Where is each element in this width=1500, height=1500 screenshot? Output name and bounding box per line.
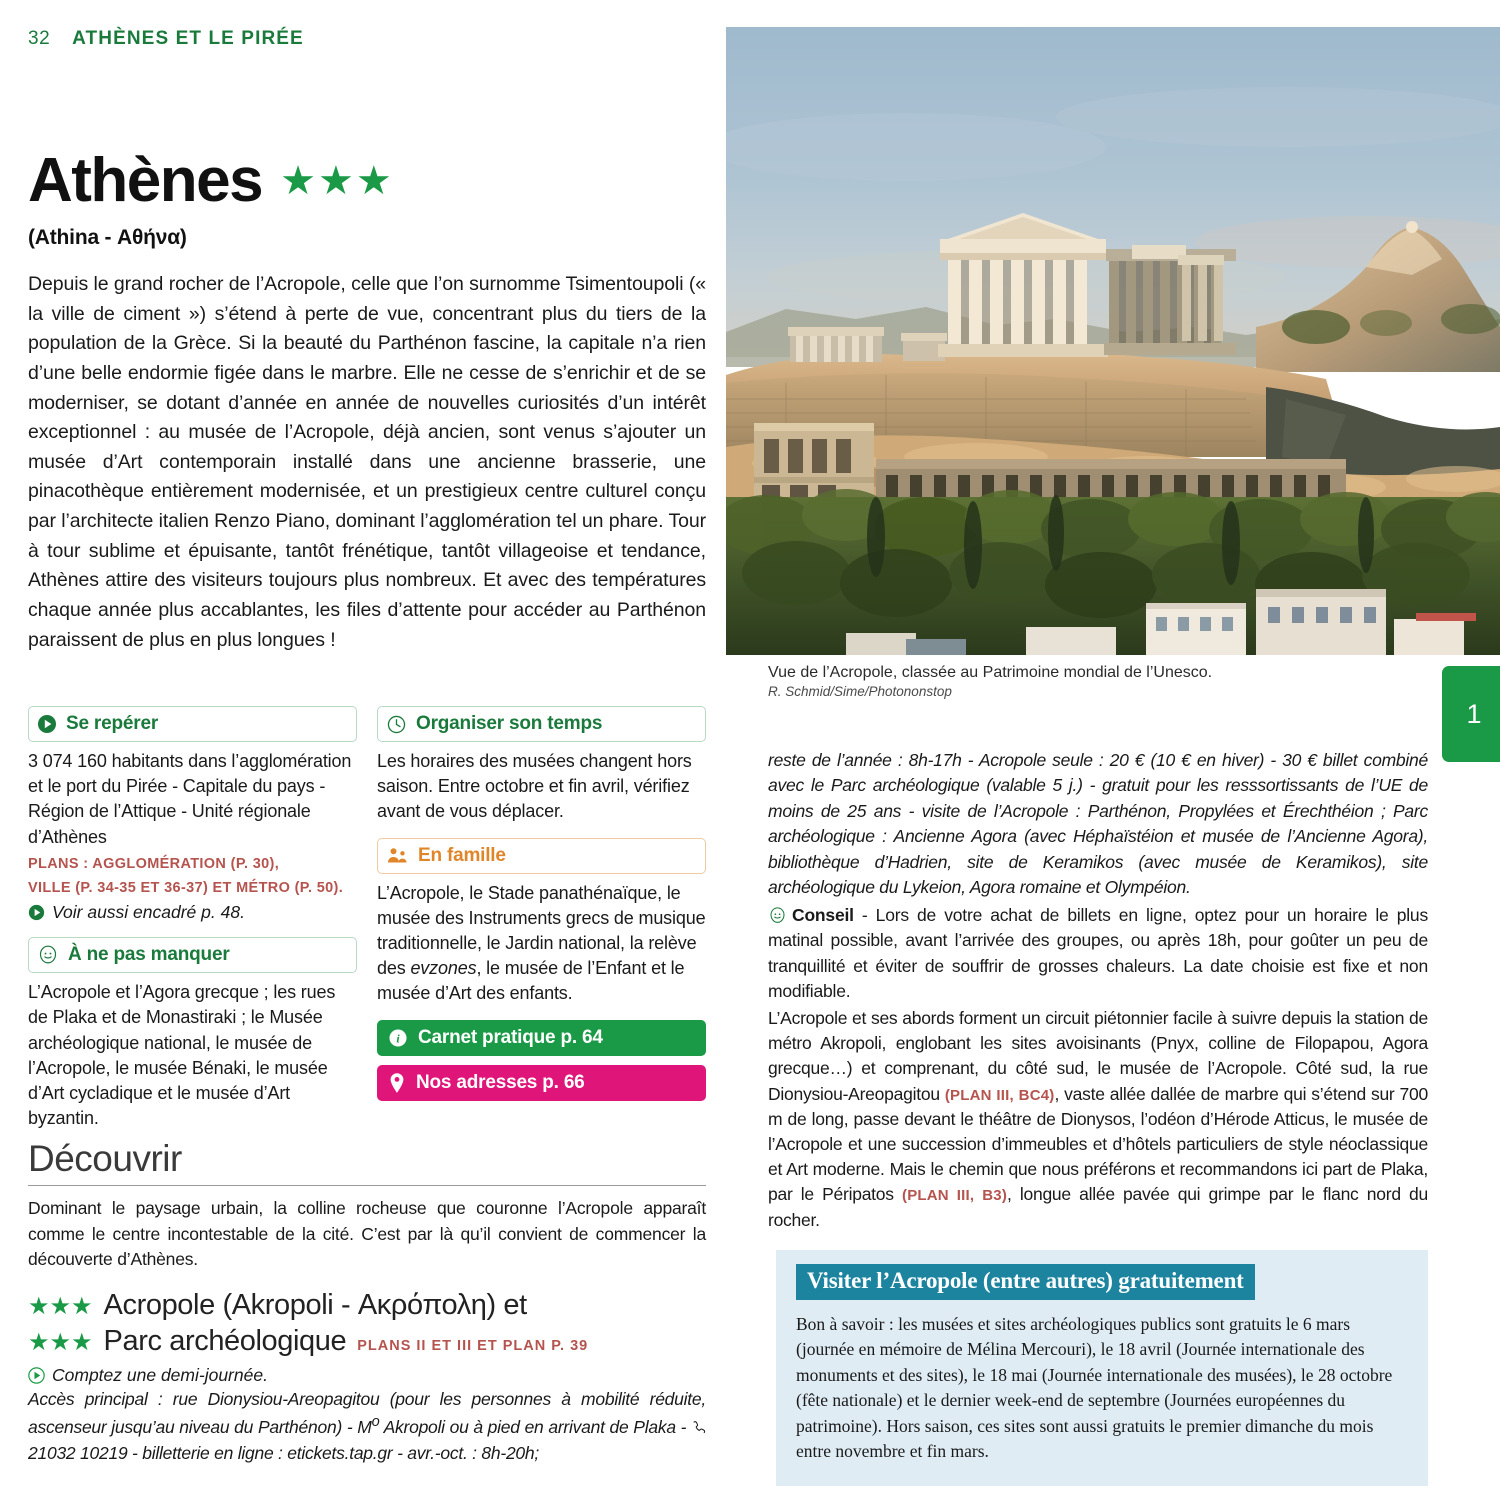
city-title-row	[28, 146, 706, 215]
box-header-en-famille	[377, 838, 706, 874]
encadre-body: Bon à savoir : les musées et sites archéologiques publics sont gratuits le 6 mars (journée en mémoire de Mélina Mercouri), le 18 avril (Journée internationale des monuments et des sites), le 18 mai (Journée internationale des musées), le 28 octobre (fête nationale) et le dernier week-end de septembre (Journées européennes du patrimoine). Hors saison, ces sites sont aussi gratuits le premier dimanche du mois entre novembre et fin mars.	[796, 1314, 1393, 1461]
chapter-tab-number: 1	[1466, 698, 1482, 729]
voir-aussi-text: Voir aussi encadré p. 48.	[52, 902, 245, 923]
timing-line	[28, 1365, 706, 1386]
right-column	[768, 748, 1428, 1233]
encadre-visiter-gratuitement	[776, 1250, 1428, 1486]
tarifs-paragraph: reste de l’année : 8h-17h - Acropole seule : 20 € (10 € en hiver) - 30 € billet combiné avec le Parc archéologique (valable 5 j.) - gratuit pour les resssortissants de l’UE de moins de 25 ans - visite de l’Acropole : Parthénon, Propylées et Érechthéion ; Parc archéologique : Ancienne Agora (avec Héphaïstéion et musée de l’Ancienne Agora), bibliothèque d’Hadrien, site de Keramikos (avec musée de Keramikos), site archéologique du Lykeion, Agora romaine et Olympéion.	[768, 750, 1428, 897]
sight-stars-parc: ★★★	[28, 1329, 93, 1356]
access-paragraph	[28, 1387, 706, 1466]
clock-icon	[386, 714, 407, 735]
decouvrir-section	[28, 1140, 706, 1466]
box-body-organiser-son-temps: Les horaires des musées changent hors saison. Entre octobre et fin avril, vérifiez avant de vous déplacer.	[377, 751, 692, 822]
conseil-text: - Lors de votre achat de billets en ligne, optez pour un horaire le plus matinal possible, avant l’arrivée des groupes, ou après 18h, pour goûter un peu de tranquillité et éviter de souffrir de grosses chaleurs. La date choisie est fixe et non modifiable.	[768, 905, 1428, 1001]
sight-name-parc: Parc archéologique	[103, 1325, 347, 1357]
carnet-pratique-label: Carnet pratique p. 64	[418, 1026, 603, 1048]
box-header-organiser-son-temps	[377, 706, 706, 742]
encadre-title: Visiter l’Acropole (entre autres) gratuitement	[796, 1264, 1255, 1300]
left-column	[28, 146, 706, 655]
decouvrir-intro-paragraph: Dominant le paysage urbain, la colline rocheuse que couronne l’Acropole apparaît comme le centre incontestable de la cité. C’est par là qu’il convient de commencer la découverte d’Athènes.	[28, 1197, 706, 1270]
plan-reference-b3: (PLAN III, B3)	[902, 1187, 1008, 1205]
carnet-pratique-button[interactable]	[377, 1020, 706, 1056]
nos-adresses-button[interactable]	[377, 1065, 706, 1101]
circuit-text-3: , longue allée pavée qui grimpe par le flanc nord du rocher.	[768, 1184, 1428, 1230]
circuit-text-1: L’Acropole et ses abords forment un circuit piétonnier facile à suivre depuis la station de métro Akropoli, englobant les sites avoisinants (Pnyx, colline de Filopapou, Agora grecque…) et comprenant, du côté sud, le musée de l’Acropole. Côté sud, la rue Dionysiou-Areopagitou	[768, 1008, 1428, 1104]
page-number: 32	[28, 28, 51, 49]
sight-heading-parc-archeologique	[28, 1325, 706, 1358]
box-body-en-famille	[377, 881, 706, 1007]
chapter-tab	[1442, 666, 1500, 762]
metro-superscript: o	[371, 1414, 380, 1431]
city-subtitle: (Athina - Αθήνα)	[28, 226, 187, 249]
photo-credit: R. Schmid/Sime/Photononstop	[768, 684, 952, 699]
play-circle-icon	[28, 904, 45, 921]
sight-stars-acropole: ★★★	[28, 1293, 93, 1320]
nos-adresses-label: Nos adresses p. 66	[416, 1071, 585, 1093]
conseil-keyword: Conseil	[792, 905, 854, 926]
box-body-a-ne-pas-manquer: L’Acropole et l’Agora grecque ; les rues de Plaka et de Monastiraki ; le Musée archéologique national, le musée de l’Acropole, le musée Bénaki, le musée d’Art cycladique et le musée d’Art byzantin.	[28, 982, 336, 1129]
access-text-pre: Accès principal : rue Dionysiou-Areopagitou (pour les personnes à mobilité réduite, ascenseur jusqu’au niveau du Parthénon) - M	[28, 1389, 706, 1438]
voir-aussi-line	[28, 902, 357, 923]
timing-text: Comptez une demi-journée.	[52, 1365, 268, 1385]
section-heading-decouvrir: Découvrir	[28, 1138, 182, 1179]
sight-heading-acropole	[28, 1289, 706, 1322]
en-famille-text-italic: evzones	[410, 958, 477, 979]
sight-name-acropole: Acropole (Akropoli - Ακρόπολη) et	[103, 1289, 527, 1321]
plans-reference-line-2: VILLE (P. 34-35 ET 36-37) ET MÉTRO (P. 50).	[28, 879, 344, 896]
plans-reference-line-1: PLANS : AGGLOMÉRATION (P. 30),	[28, 855, 280, 872]
en-famille-text-post: , le musée de l’Enfant et le musée d’Art des enfants.	[377, 958, 685, 1004]
info-column-right	[377, 706, 706, 1144]
intro-paragraph: Depuis le grand rocher de l’Acropole, celle que l’on surnomme Tsimentoupoli (« la ville de ciment ») s’étend à perte de vue, concentrant plus du tiers de la population de la Grèce. Si la beauté du Parthénon fascine, la capitale n’a rien d’une belle endormie figée dans le marbre. Elle ne cesse de s’enrichir et de se moderniser, se dotant d’année en année de nouvelles curiosités d’un intérêt exceptionnel : au musée de l’Acropole, déjà ancien, sont venus s’ajouter un musée d’Art contemporain installé dans une ancienne brasserie, une pinacothèque entièrement modernisée, et un prestigieux centre culturel conçu par l’architecte italien Renzo Piano, dominant l’agglomération tel un phare. Tour à tour sublime et épuisante, tantôt frénétique, tantôt villageoise et tendance, Athènes attire des visiteurs toujours plus nombreux. Et avec des températures chaque année plus accablantes, les files d’attente pour accéder au Parthénon paraissent de plus en plus longues !	[28, 273, 706, 651]
acropolis-photo-illustration	[726, 27, 1500, 655]
photo-caption: Vue de l’Acropole, classée au Patrimoine mondial de l’Unesco.	[768, 664, 1213, 681]
box-body-se-reperer: 3 074 160 habitants dans l’agglomération et le port du Pirée - Capitale du pays - Région de l’Attique - Unité régionale d’Athènes	[28, 751, 352, 847]
phone-icon	[691, 1420, 706, 1436]
sight-plan-reference: PLANS II ET III ET PLAN P. 39	[357, 1338, 589, 1354]
running-head-title: ATHÈNES ET LE PIRÉE	[72, 28, 304, 49]
smiley-icon	[37, 944, 59, 966]
box-title-a-ne-pas-manquer: À ne pas manquer	[68, 944, 230, 966]
info-circle-icon	[388, 1028, 408, 1048]
conseil-paragraph	[768, 903, 1428, 1004]
info-column-left	[28, 706, 357, 1144]
play-circle-icon	[37, 714, 57, 734]
circuit-paragraph	[768, 1006, 1428, 1233]
box-header-a-ne-pas-manquer	[28, 937, 357, 973]
box-header-se-reperer	[28, 706, 357, 742]
play-circle-icon	[28, 1367, 45, 1384]
plan-reference-bc4: (PLAN III, BC4)	[944, 1086, 1055, 1104]
access-text-post: 21032 10219 - billetterie en ligne : etickets.tap.gr - avr.-oct. : 8h-20h;	[28, 1442, 540, 1463]
family-icon	[386, 846, 409, 866]
circuit-text-2: , vaste allée dallée de marbre qui s’étend sur 700 m de long, passe devant le théâtre de Dionysos, l’odéon d’Hérode Atticus, le musée de l’Acropole et une succession d’immeubles et d’hôtels particuliers de style néoclassique et Art moderne. Mais le chemin que nous préférons et recommandons ici part de Plaka, par le Péripatos	[768, 1083, 1428, 1205]
acropolis-photo	[726, 27, 1500, 655]
box-title-organiser-son-temps: Organiser son temps	[416, 713, 603, 734]
smiley-icon	[768, 906, 787, 925]
running-head	[28, 28, 304, 50]
access-text-mid: Akropoli ou à pied en arrivant de Plaka -	[379, 1417, 691, 1438]
page-title: Athènes	[28, 146, 263, 215]
map-pin-icon	[388, 1072, 406, 1094]
info-box-grid	[28, 706, 706, 1144]
section-divider	[28, 1185, 706, 1186]
en-famille-text-pre: L’Acropole, le Stade panathénaïque, le musée des Instruments grecs de musique traditionnelle, le Jardin national, la relève des	[377, 882, 706, 979]
rating-stars: ★★★	[280, 159, 394, 203]
svg-text:i: i	[396, 1031, 400, 1046]
box-title-se-reperer: Se repérer	[66, 713, 159, 734]
box-title-en-famille: En famille	[418, 844, 506, 866]
